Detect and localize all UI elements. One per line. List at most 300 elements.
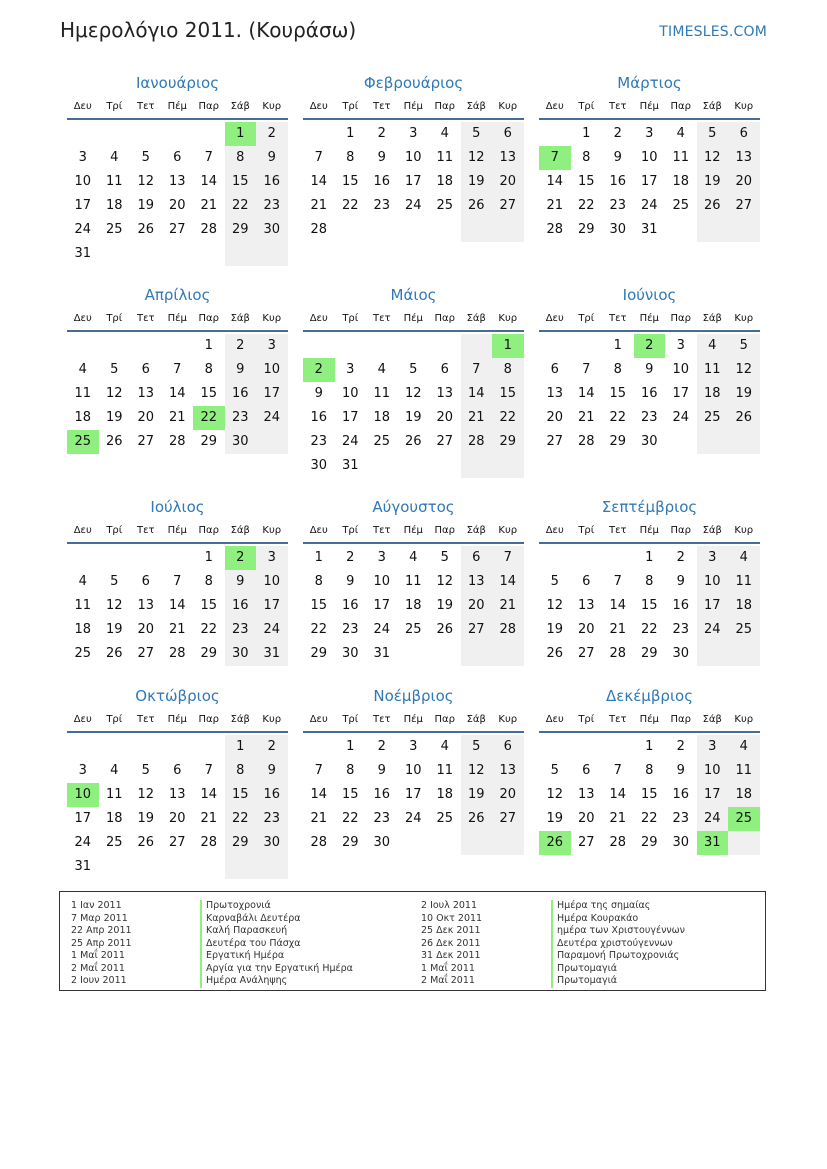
day-cell: 5 — [697, 122, 729, 146]
day-cell: 13 — [577, 598, 595, 613]
day-cell: 24 — [697, 618, 729, 642]
weekday-label: Πέμ — [403, 101, 423, 112]
day-cell: 11 — [728, 759, 760, 783]
day-cell: 6 — [173, 150, 182, 165]
empty-cell — [67, 334, 99, 358]
empty-cell — [67, 735, 99, 759]
month-block — [303, 282, 524, 478]
day-cell: 6 — [582, 763, 591, 778]
empty-cell — [665, 430, 697, 454]
day-cell: 5 — [110, 574, 119, 589]
day-cell: 26 — [697, 194, 729, 218]
day-cell: 21 — [461, 406, 493, 430]
day-cell: 30 — [256, 218, 288, 242]
day-cell: 18 — [105, 198, 123, 213]
empty-cell — [697, 430, 729, 454]
day-cell: 29 — [640, 835, 658, 850]
weekday-label: Κυρ — [734, 313, 754, 324]
day-cell: 16 — [672, 598, 690, 613]
day-cell: 11 — [404, 574, 422, 589]
month-name: Απρίλιος — [144, 286, 211, 304]
weekday-label: Δευ — [309, 101, 328, 112]
day-cell: 21 — [200, 198, 218, 213]
day-cell: 27 — [137, 434, 155, 449]
day-cell: 22 — [200, 622, 218, 637]
weekday-label: Κυρ — [262, 101, 282, 112]
day-cell: 13 — [492, 146, 524, 170]
day-cell: 23 — [225, 618, 257, 642]
day-cell: 18 — [373, 410, 391, 425]
weekday-label: Τρί — [106, 525, 123, 536]
day-cell: 28 — [168, 646, 186, 661]
day-cell: 13 — [728, 146, 760, 170]
day-cell: 12 — [105, 386, 123, 401]
day-cell: 12 — [461, 146, 493, 170]
day-cell: 29 — [609, 434, 627, 449]
day-cell: 2 — [676, 550, 685, 565]
day-cell: 3 — [645, 126, 654, 141]
day-cell: 19 — [105, 410, 123, 425]
day-cell: 28 — [310, 835, 328, 850]
day-cell: 12 — [137, 174, 155, 189]
day-cell: 25 — [373, 434, 391, 449]
day-cell: 13 — [461, 570, 493, 594]
day-cell: 5 — [461, 735, 493, 759]
weekday-header — [303, 709, 524, 733]
day-cell: 8 — [204, 362, 213, 377]
day-cell: 25 — [105, 835, 123, 850]
days-grid — [303, 122, 524, 242]
day-cell: 18 — [105, 811, 123, 826]
empty-cell — [461, 218, 493, 242]
day-cell: 4 — [78, 574, 87, 589]
day-cell: 4 — [110, 763, 119, 778]
day-cell: 13 — [168, 174, 186, 189]
day-cell: 25 — [74, 646, 92, 661]
day-cell: 30 — [225, 430, 257, 454]
weekday-label: Πέμ — [403, 313, 423, 324]
day-cell: 4 — [697, 334, 729, 358]
day-cell: 28 — [200, 835, 218, 850]
day-cell: 10 — [640, 150, 658, 165]
day-cell: 20 — [137, 410, 155, 425]
day-cell: 23 — [341, 622, 359, 637]
day-cell: 16 — [609, 174, 627, 189]
day-cell: 24 — [256, 618, 288, 642]
weekday-label: Τετ — [136, 101, 155, 112]
weekday-label: Τετ — [608, 313, 627, 324]
day-cell: 5 — [110, 362, 119, 377]
legend-holiday-name: Δευτέρα του Πάσχα — [200, 938, 353, 951]
day-cell: 24 — [74, 222, 92, 237]
day-cell: 2 — [256, 122, 288, 146]
day-cell: 29 — [225, 218, 257, 242]
weekday-label: Παρ — [198, 714, 219, 725]
weekday-label: Τρί — [342, 313, 359, 324]
day-cell: 26 — [539, 831, 571, 855]
weekday-label: Πέμ — [639, 313, 659, 324]
day-cell: 25 — [728, 618, 760, 642]
empty-cell — [571, 735, 603, 759]
legend-holiday-name: Παραμονή Πρωτοχρονιάς — [551, 950, 685, 963]
day-cell: 22 — [225, 194, 257, 218]
day-cell: 11 — [728, 570, 760, 594]
day-cell: 11 — [436, 763, 454, 778]
day-cell: 1 — [314, 550, 323, 565]
day-cell: 1 — [492, 334, 524, 358]
empty-cell — [162, 242, 194, 266]
day-cell: 29 — [577, 222, 595, 237]
day-cell: 24 — [697, 807, 729, 831]
empty-cell — [539, 334, 571, 358]
month-name: Οκτώβριος — [135, 687, 220, 705]
empty-cell — [429, 831, 461, 855]
weekday-label: Δευ — [545, 101, 564, 112]
day-cell: 25 — [697, 406, 729, 430]
day-cell: 19 — [436, 598, 454, 613]
legend-dates-left — [71, 900, 132, 988]
weekday-header — [67, 96, 288, 120]
day-cell: 26 — [105, 646, 123, 661]
day-cell: 9 — [225, 570, 257, 594]
day-cell: 24 — [640, 198, 658, 213]
day-cell: 7 — [613, 574, 622, 589]
day-cell: 9 — [346, 574, 355, 589]
day-cell: 8 — [582, 150, 591, 165]
empty-cell — [728, 218, 760, 242]
day-cell: 11 — [74, 386, 92, 401]
day-cell: 21 — [200, 811, 218, 826]
day-cell: 27 — [168, 222, 186, 237]
day-cell: 25 — [436, 811, 454, 826]
day-cell: 5 — [461, 122, 493, 146]
empty-cell — [256, 430, 288, 454]
day-cell: 14 — [310, 174, 328, 189]
holiday-legend — [59, 891, 766, 991]
weekday-label: Τετ — [608, 714, 627, 725]
day-cell: 10 — [697, 759, 729, 783]
day-cell: 28 — [310, 222, 328, 237]
legend-holiday-name: Δευτέρα χριστούγεννων — [551, 938, 685, 951]
day-cell: 23 — [373, 198, 391, 213]
day-cell: 2 — [634, 334, 666, 358]
day-cell: 31 — [74, 859, 92, 874]
weekday-label: Κυρ — [498, 101, 518, 112]
day-cell: 27 — [461, 618, 493, 642]
day-cell: 17 — [404, 174, 422, 189]
legend-holiday-date: 25 Δεκ 2011 — [421, 925, 481, 936]
weekday-header — [303, 308, 524, 332]
day-cell: 18 — [74, 410, 92, 425]
day-cell: 26 — [461, 194, 493, 218]
weekday-label: Τετ — [136, 313, 155, 324]
day-cell: 21 — [492, 594, 524, 618]
legend-holiday-name: Πρωτομαγιά — [551, 975, 685, 988]
empty-cell — [99, 334, 131, 358]
legend-dates-right — [421, 900, 482, 988]
day-cell: 8 — [346, 150, 355, 165]
day-cell: 9 — [256, 146, 288, 170]
month-name: Ιανουάριος — [135, 74, 219, 92]
day-cell: 28 — [577, 434, 595, 449]
day-cell: 14 — [577, 386, 595, 401]
day-cell: 26 — [461, 807, 493, 831]
day-cell: 30 — [310, 458, 328, 473]
legend-holiday-date: 26 Δεκ 2011 — [421, 937, 481, 949]
weekday-label: Σάβ — [702, 525, 722, 536]
day-cell: 17 — [74, 811, 92, 826]
day-cell: 22 — [577, 198, 595, 213]
days-grid — [539, 546, 760, 666]
day-cell: 28 — [609, 835, 627, 850]
day-cell: 9 — [613, 150, 622, 165]
month-block — [67, 282, 288, 454]
day-cell: 30 — [373, 835, 391, 850]
weekday-label: Δευ — [73, 525, 92, 536]
day-cell: 24 — [404, 811, 422, 826]
day-cell: 15 — [225, 170, 257, 194]
weekday-label: Τετ — [372, 714, 391, 725]
day-cell: 28 — [492, 618, 524, 642]
weekday-label: Παρ — [434, 101, 455, 112]
weekday-label: Σάβ — [230, 313, 250, 324]
day-cell: 21 — [310, 811, 328, 826]
day-cell: 15 — [200, 598, 218, 613]
empty-cell — [130, 735, 162, 759]
day-cell: 21 — [609, 811, 627, 826]
day-cell: 22 — [341, 811, 359, 826]
weekday-label: Δευ — [545, 525, 564, 536]
empty-cell — [461, 642, 493, 666]
days-grid — [303, 735, 524, 855]
empty-cell — [366, 218, 398, 242]
day-cell: 5 — [550, 574, 559, 589]
day-cell: 24 — [74, 835, 92, 850]
weekday-label: Τρί — [106, 313, 123, 324]
day-cell: 10 — [697, 570, 729, 594]
month-name: Σεπτέμβριος — [601, 498, 698, 516]
day-cell: 20 — [546, 410, 564, 425]
day-cell: 1 — [204, 550, 213, 565]
day-cell: 9 — [314, 386, 323, 401]
day-cell: 25 — [404, 622, 422, 637]
weekday-label: Τετ — [608, 525, 627, 536]
weekday-label: Σάβ — [230, 101, 250, 112]
legend-holiday-name: Πρωτομαγιά — [551, 963, 685, 976]
empty-cell — [398, 454, 430, 478]
brand-link[interactable]: TIMESLES.COM — [659, 24, 767, 40]
weekday-label: Κυρ — [262, 525, 282, 536]
month-block — [303, 494, 524, 666]
day-cell: 29 — [640, 646, 658, 661]
day-cell: 28 — [168, 434, 186, 449]
weekday-label: Τρί — [578, 525, 595, 536]
day-cell: 3 — [409, 739, 418, 754]
day-cell: 11 — [672, 150, 690, 165]
day-cell: 20 — [577, 811, 595, 826]
weekday-header — [539, 96, 760, 120]
day-cell: 20 — [492, 783, 524, 807]
legend-holiday-date: 2 Ιουν 2011 — [71, 975, 127, 986]
day-cell: 31 — [373, 646, 391, 661]
empty-cell — [539, 122, 571, 146]
weekday-label: Πέμ — [167, 313, 187, 324]
weekday-header — [303, 96, 524, 120]
day-cell: 22 — [640, 622, 658, 637]
weekday-label: Πέμ — [639, 525, 659, 536]
weekday-header — [67, 308, 288, 332]
weekday-label: Σάβ — [466, 101, 486, 112]
day-cell: 3 — [256, 546, 288, 570]
weekday-label: Τρί — [106, 101, 123, 112]
day-cell: 15 — [200, 386, 218, 401]
day-cell: 7 — [314, 150, 323, 165]
day-cell: 9 — [377, 150, 386, 165]
day-cell: 8 — [225, 146, 257, 170]
day-cell: 17 — [404, 787, 422, 802]
day-cell: 4 — [728, 735, 760, 759]
day-cell: 12 — [105, 598, 123, 613]
day-cell: 17 — [74, 198, 92, 213]
day-cell: 27 — [546, 434, 564, 449]
day-cell: 5 — [141, 763, 150, 778]
day-cell: 16 — [256, 170, 288, 194]
day-cell: 10 — [341, 386, 359, 401]
day-cell: 22 — [225, 807, 257, 831]
day-cell: 3 — [377, 550, 386, 565]
day-cell: 7 — [314, 763, 323, 778]
weekday-label: Πέμ — [167, 714, 187, 725]
day-cell: 9 — [256, 759, 288, 783]
legend-holiday-date: 2 Μαΐ 2011 — [421, 975, 475, 986]
day-cell: 29 — [200, 434, 218, 449]
day-cell: 23 — [256, 194, 288, 218]
weekday-label: Τρί — [578, 714, 595, 725]
day-cell: 23 — [672, 622, 690, 637]
day-cell: 16 — [256, 783, 288, 807]
day-cell: 10 — [256, 570, 288, 594]
empty-cell — [697, 642, 729, 666]
day-cell: 6 — [550, 362, 559, 377]
month-name: Ιούνιος — [622, 286, 677, 304]
day-cell: 14 — [461, 382, 493, 406]
day-cell: 29 — [225, 831, 257, 855]
legend-holiday-name: Ημέρα της σημαίας — [551, 900, 685, 913]
weekday-label: Τρί — [578, 313, 595, 324]
weekday-label: Κυρ — [734, 714, 754, 725]
day-cell: 2 — [346, 550, 355, 565]
month-name: Νοέμβριος — [373, 687, 454, 705]
day-cell: 26 — [728, 406, 760, 430]
day-cell: 23 — [672, 811, 690, 826]
legend-holiday-date: 10 Οκτ 2011 — [421, 912, 483, 924]
weekday-label: Τρί — [342, 525, 359, 536]
day-cell: 5 — [550, 763, 559, 778]
day-cell: 27 — [728, 194, 760, 218]
legend-holiday-name: ημέρα των Χριστουγέννων — [551, 925, 685, 938]
empty-cell — [256, 855, 288, 879]
empty-cell — [429, 218, 461, 242]
weekday-label: Πέμ — [403, 714, 423, 725]
weekday-label: Παρ — [198, 101, 219, 112]
legend-holiday-name: Καλή Παρασκευή — [200, 925, 353, 938]
legend-holiday-date: 2 Μαΐ 2011 — [71, 962, 125, 974]
day-cell: 27 — [577, 646, 595, 661]
day-cell: 6 — [492, 122, 524, 146]
weekday-label: Παρ — [670, 714, 691, 725]
day-cell: 26 — [137, 835, 155, 850]
weekday-header — [539, 520, 760, 544]
day-cell: 6 — [728, 122, 760, 146]
weekday-header — [67, 709, 288, 733]
weekday-label: Σάβ — [466, 714, 486, 725]
day-cell: 21 — [168, 410, 186, 425]
day-cell: 19 — [461, 170, 493, 194]
empty-cell — [461, 831, 493, 855]
day-cell: 7 — [204, 150, 213, 165]
empty-cell — [492, 831, 524, 855]
day-cell: 30 — [672, 646, 690, 661]
day-cell: 15 — [640, 598, 658, 613]
day-cell: 27 — [168, 835, 186, 850]
weekday-label: Σάβ — [466, 313, 486, 324]
day-cell: 28 — [200, 222, 218, 237]
month-name: Δεκέμβριος — [605, 687, 693, 705]
day-cell: 31 — [74, 246, 92, 261]
weekday-label: Τρί — [342, 101, 359, 112]
empty-cell — [162, 122, 194, 146]
day-cell: 11 — [697, 358, 729, 382]
empty-cell — [99, 735, 131, 759]
day-cell: 15 — [577, 174, 595, 189]
legend-holiday-name: Ημέρα Ανάληψης — [200, 975, 353, 988]
day-cell: 14 — [200, 174, 218, 189]
day-cell: 19 — [137, 198, 155, 213]
day-cell: 7 — [173, 362, 182, 377]
empty-cell — [539, 735, 571, 759]
empty-cell — [193, 242, 225, 266]
month-block — [67, 494, 288, 666]
weekday-header — [539, 709, 760, 733]
day-cell: 8 — [645, 763, 654, 778]
day-cell: 12 — [137, 787, 155, 802]
empty-cell — [429, 642, 461, 666]
day-cell: 18 — [672, 174, 690, 189]
day-cell: 31 — [256, 642, 288, 666]
weekday-label: Κυρ — [262, 714, 282, 725]
day-cell: 20 — [137, 622, 155, 637]
day-cell: 7 — [173, 574, 182, 589]
day-cell: 10 — [672, 362, 690, 377]
day-cell: 8 — [314, 574, 323, 589]
empty-cell — [256, 242, 288, 266]
day-cell: 7 — [539, 146, 571, 170]
weekday-label: Κυρ — [498, 525, 518, 536]
day-cell: 19 — [546, 811, 564, 826]
day-cell: 6 — [141, 362, 150, 377]
day-cell: 30 — [256, 831, 288, 855]
empty-cell — [130, 242, 162, 266]
empty-cell — [571, 546, 603, 570]
day-cell: 21 — [577, 410, 595, 425]
weekday-label: Πέμ — [167, 101, 187, 112]
day-cell: 9 — [676, 574, 685, 589]
month-name: Αύγουστος — [372, 498, 455, 516]
day-cell: 22 — [193, 406, 225, 430]
day-cell: 14 — [168, 386, 186, 401]
day-cell: 26 — [105, 434, 123, 449]
day-cell: 2 — [676, 739, 685, 754]
